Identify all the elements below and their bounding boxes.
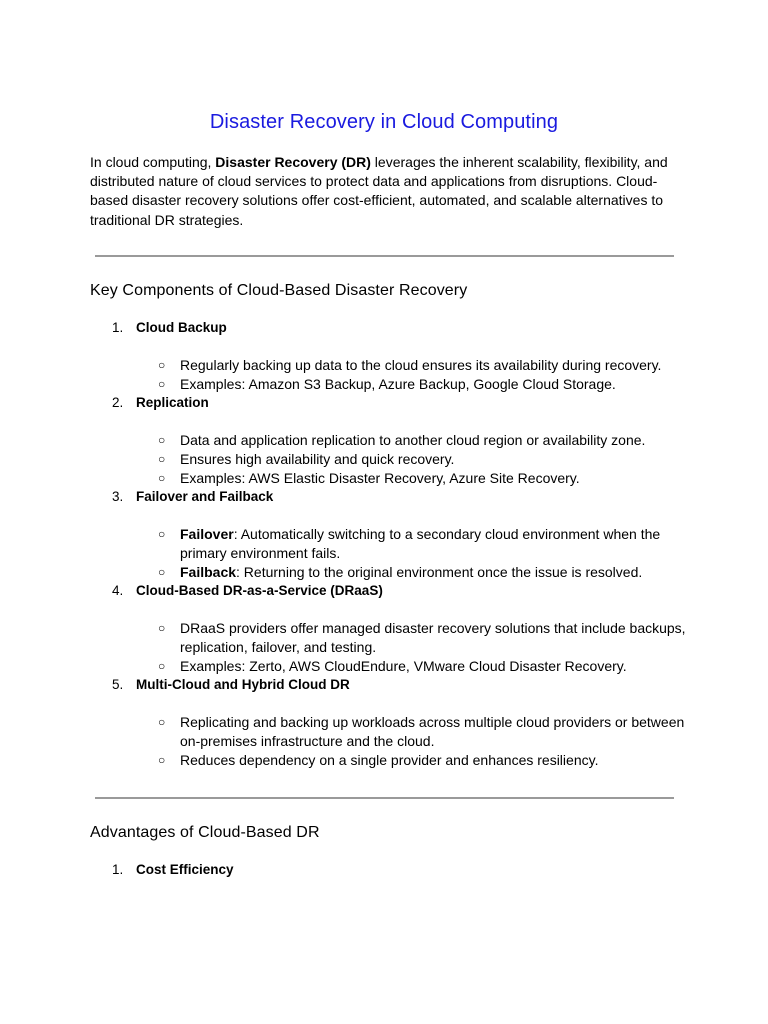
- sub-list-text: [180, 525, 688, 563]
- list-item-label: Failover and Failback: [136, 489, 274, 504]
- list-item-label: Replication: [136, 395, 209, 410]
- circle-bullet-icon: ○: [158, 753, 166, 767]
- sub-list-item: [158, 469, 688, 488]
- intro-bold-term: Disaster Recovery (DR): [215, 154, 371, 170]
- section-heading-key-components: Key Components of Cloud-Based Disaster Recovery: [90, 282, 468, 299]
- sub-list-text: [180, 563, 688, 582]
- list-item-multi-cloud: [112, 676, 350, 694]
- divider: [95, 255, 674, 257]
- circle-bullet-icon: ○: [158, 715, 166, 729]
- list-item-label: Multi-Cloud and Hybrid Cloud DR: [136, 677, 350, 692]
- list-item-replication: [112, 394, 209, 412]
- list-number: 4.: [112, 583, 124, 598]
- circle-bullet-icon: ○: [158, 565, 166, 579]
- list-number: 5.: [112, 677, 124, 692]
- sub-list-text: Replicating and backing up workloads across multiple cloud providers or between on-premises infrastructure and the cloud.: [180, 714, 685, 749]
- intro-suffix: leverages the inherent scalability, flexibility, and distributed nature of cloud services to protect data and applications from disruptions. Cloud-based disaster recovery solutions offer cost-efficient, automated, and scalable alternatives to traditional DR strategies.: [90, 154, 668, 228]
- list-item-label: Cost Efficiency: [136, 862, 234, 877]
- term-failover: Failover: [180, 526, 234, 542]
- sub-list-item: [158, 431, 688, 450]
- circle-bullet-icon: ○: [158, 377, 166, 391]
- sub-list-item: [158, 450, 688, 469]
- sub-list-item: [158, 713, 688, 751]
- sub-list-text: Regularly backing up data to the cloud ensures its availability during recovery.: [180, 357, 662, 373]
- sub-list-item: [158, 619, 688, 657]
- sub-list-text: Examples: Zerto, AWS CloudEndure, VMware Cloud Disaster Recovery.: [180, 658, 627, 674]
- circle-bullet-icon: ○: [158, 471, 166, 485]
- circle-bullet-icon: ○: [158, 452, 166, 466]
- term-description: : Automatically switching to a secondary cloud environment when the primary environment fails.: [180, 526, 661, 561]
- circle-bullet-icon: ○: [158, 527, 166, 541]
- intro-paragraph: [90, 153, 680, 230]
- sub-list-item: [158, 356, 688, 375]
- list-number: 1.: [112, 862, 124, 877]
- term-failback: Failback: [180, 564, 237, 580]
- page-title: Disaster Recovery in Cloud Computing: [209, 111, 559, 133]
- sub-list-item: [158, 563, 688, 582]
- list-number: 3.: [112, 489, 124, 504]
- list-item-label: Cloud-Based DR-as-a-Service (DRaaS): [136, 583, 383, 598]
- sub-list-text: Ensures high availability and quick recovery.: [180, 451, 455, 467]
- circle-bullet-icon: ○: [158, 621, 166, 635]
- sub-list-text: Data and application replication to another cloud region or availability zone.: [180, 432, 646, 448]
- sub-list-item: [158, 751, 688, 770]
- sub-list-text: DRaaS providers offer managed disaster recovery solutions that include backups, replication, failover, and testing.: [180, 620, 686, 655]
- list-number: 2.: [112, 395, 124, 410]
- sub-list-text: Examples: AWS Elastic Disaster Recovery, Azure Site Recovery.: [180, 470, 580, 486]
- sub-list-item: [158, 657, 688, 676]
- section-heading-advantages: Advantages of Cloud-Based DR: [90, 824, 320, 841]
- list-number: 1.: [112, 320, 124, 335]
- intro-prefix: In cloud computing,: [90, 154, 216, 170]
- list-item-failover-failback: [112, 488, 273, 506]
- list-item-cost-efficiency: [112, 861, 234, 879]
- circle-bullet-icon: ○: [158, 358, 166, 372]
- sub-list-text: Examples: Amazon S3 Backup, Azure Backup, Google Cloud Storage.: [180, 376, 616, 392]
- list-item-label: Cloud Backup: [136, 320, 227, 335]
- circle-bullet-icon: ○: [158, 433, 166, 447]
- divider: [95, 797, 674, 799]
- term-description: : Returning to the original environment once the issue is resolved.: [236, 564, 643, 580]
- sub-list-item: [158, 525, 688, 563]
- circle-bullet-icon: ○: [158, 659, 166, 673]
- sub-list-item: [158, 375, 688, 394]
- list-item-cloud-backup: [112, 319, 227, 337]
- list-item-draas: [112, 582, 383, 600]
- sub-list-text: Reduces dependency on a single provider and enhances resiliency.: [180, 752, 599, 768]
